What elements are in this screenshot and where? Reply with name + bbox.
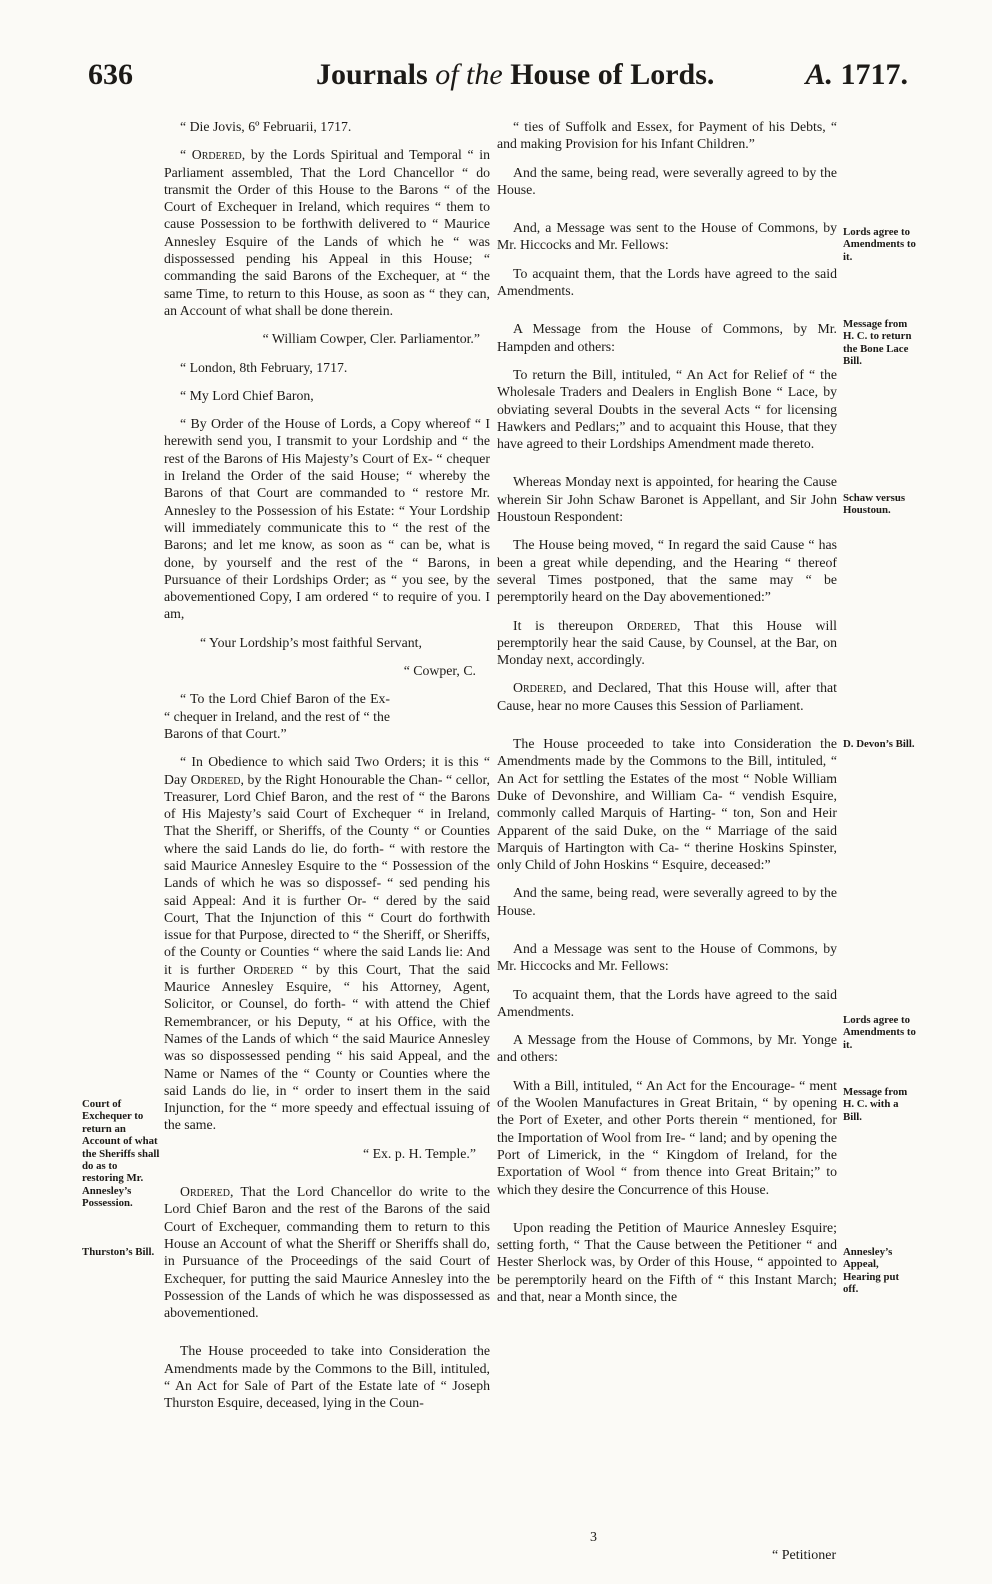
ordered-word: Ordered, bbox=[180, 1184, 234, 1200]
exchequer-order-c: “ by this Court, That the said Maurice Annesley Esquire, “ his Attorney, Agent, Solicitor, or Counsel, do forth- “ with attend the Chief Remembrancer, or his Deputy, “ at his Office, with the Names of the Lands of which “ the said Maurice Annesley was so dispossessed pending “ his said Appeal, and the Name or Names of the “ County or Counties where the said Lands do lie, in “ order to insert them in the said Injunction, for the “ more speedy and effectual issuing of the same. bbox=[164, 961, 490, 1133]
title-house-of-lords: House of Lords. bbox=[510, 58, 715, 91]
title-the: the bbox=[466, 58, 503, 91]
signature-mark: 3 bbox=[590, 1530, 597, 1545]
letter-body: “ By Order of the House of Lords, a Copy whereof “ I herewith send you, I transmit to your Lordship and “ the rest of the Barons of His Majesty’s Court of Ex- “ chequer in Ireland the Order of the said House; “ whereby the Barons of that Court are commanded to “ restore Mr. Annesley to the Possession of his Estate: “ Your Lordship will immediately communicate this to “ the rest of the Barons; and let me know, as soon as “ can be, what is done, by yourself and the rest of the “ Barons, in Pursuance of their Lordships Order; as “ you see, by the abovementioned Copy, I am ordered “ to require of you. I am, bbox=[164, 416, 490, 622]
letter-closing: “ Your Lordship’s most faithful Servant, bbox=[200, 634, 422, 650]
dateline-london: “ London, 8th February, 1717. bbox=[180, 359, 348, 375]
margin-note-lords-agree-1: Lords agree to Amendments to it. bbox=[843, 226, 916, 263]
ordered-word: Ordered bbox=[243, 961, 294, 977]
acquaint-1: To acquaint them, that the Lords have agreed to the said Amendments. bbox=[497, 265, 837, 299]
peremptory-order bbox=[497, 617, 837, 669]
margin-note-thurston: Thurston’s Bill. bbox=[82, 1246, 155, 1258]
devonshire-bill-entry: The House proceeded to take into Consideration the Amendments made by the Commons to the Bill, intituled, “ An Act for settling the Estates of the most “ Noble William Duke of Devonshire, and William Ca- “ vendish Esquire, commonly called Marquis of Harting- “ ton, Son and Heir Apparent of the said Duke, on the “ Marriage of the said Marquis of Hartington with Ca- “ therine Hoskins Spinster, only Child of John Hoskins “ Esquire, deceased:” bbox=[497, 736, 837, 873]
margin-note-devon: D. Devon’s Bill. bbox=[843, 738, 915, 750]
ordered-word: Ordered, bbox=[626, 617, 681, 633]
margin-note-bone-lace: Message from H. C. to return the Bone Lace Bill. bbox=[843, 318, 912, 368]
running-header bbox=[88, 58, 908, 106]
signature-cowper-c: “ Cowper, C. bbox=[403, 663, 476, 679]
order-lord-chancellor-text: That the Lord Chancellor do write to the Lord Chief Baron and the rest of the Barons of the said Court of Exchequer, commanding them to return to this House an Account of what the Sheriff or Sheriffs shall do, in Pursuance of the Proceedings of the said Court of Exchequer, for putting the said Maurice Annesley into the Possession of the Lands of which he was dispossessed as abovementioned. bbox=[164, 1184, 490, 1321]
order-transmit bbox=[164, 146, 490, 319]
running-title bbox=[316, 58, 714, 92]
signature-cowper-cler: “ William Cowper, Cler. Parliamentor.” bbox=[262, 331, 480, 347]
message-yonge: A Message from the House of Commons, by Mr. Yonge and others: bbox=[497, 1032, 837, 1065]
acquaint-2: To acquaint them, that the Lords have agreed to the said Amendments. bbox=[497, 986, 837, 1019]
exchequer-order bbox=[164, 753, 490, 1134]
page-number: 636 bbox=[88, 58, 133, 91]
margin-note-schaw: Schaw versus Houstoun. bbox=[843, 492, 906, 517]
house-moved: The House being moved, “ In regard the said Cause “ has been a great while depending, and the Hearing “ thereof several Times postponed, that the same may “ be peremptorily heard on the Day abovementioned:” bbox=[497, 537, 837, 605]
order-lord-chancellor bbox=[164, 1183, 490, 1321]
letter-salutation: “ My Lord Chief Baron, bbox=[180, 387, 314, 403]
no-more-causes-order bbox=[497, 679, 837, 714]
message-commons-1: And, a Message was sent to the House of Commons, by Mr. Hiccocks and Mr. Fellows: bbox=[497, 220, 837, 253]
letter-address: “ To the Lord Chief Baron of the Ex- “ chequer in Ireland, and the rest of “ the Barons of that Court.” bbox=[164, 691, 390, 741]
ordered-word: Ordered, bbox=[190, 771, 244, 787]
thurston-bill-entry: The House proceeded to take into Consideration the Amendments made by the Commons to the Bill, intituled, “ An Act for Sale of Part of the Estate late of “ Joseph Thurston Esquire, deceased, lying in the Coun- bbox=[164, 1343, 490, 1411]
margin-note-wool-bill: Message from H. C. with a Bill. bbox=[843, 1086, 908, 1123]
peremptory-order-b: That this House will peremptorily hear the said Cause, by Counsel, at the Bar, on Monday next, accordingly. bbox=[497, 617, 837, 668]
year-value: 1717. bbox=[840, 58, 908, 91]
year-anno: A. bbox=[805, 58, 833, 91]
woolen-bill: With a Bill, intituled, “ An Act for the Encourage- “ ment of the Woolen Manufactures in Great Britain, “ by opening the Port of Exeter, and other Ports therein “ mentioned, for the Importation of Wool from Ire- “ land; and by opening the Port of Limerick, in the “ Kingdom of Ireland, for the Exportation of Wool “ from thence into Great Britain;” to which they desire the Concurrence of this House. bbox=[497, 1077, 837, 1197]
page-year bbox=[805, 58, 908, 92]
agreed-thurston: And the same, being read, were severally agreed to by the House. bbox=[497, 164, 837, 197]
order-transmit-text: by the Lords Spiritual and Temporal “ in Parliament assembled, That the Lord Chancellor “ do transmit the Order of this House to the Barons “ of the Court of Exchequer in Ireland, which requires “ them to cause Possession to be forthwith delivered to “ Maurice Annesley Esquire of the Lands of which he “ was dispossessed pending his Appeal in this House; “ commanding the said Barons of the Exchequer, at “ the same Time, to return to this House, as soon as “ they can, an Account of what shall be done therein. bbox=[164, 147, 490, 318]
agreed-devonshire: And the same, being read, were severally agreed to by the House. bbox=[497, 885, 837, 918]
schaw-hearing-notice: Whereas Monday next is appointed, for hearing the Cause wherein Sir John Schaw Baronet is Appellant, and Sir John Houstoun Respondent: bbox=[497, 474, 837, 525]
left-column bbox=[164, 118, 490, 1423]
catchword: “ Petitioner bbox=[772, 1548, 837, 1563]
margin-note-annesley: Annesley’s Appeal, Hearing put off. bbox=[843, 1246, 900, 1296]
margin-note-court-exchequer: Court of Exchequer to return an Account of what the Sheriffs shall do as to restoring Mr. Annesley’s Possession. bbox=[82, 1098, 160, 1210]
no-more-causes-text: and Declared, That this House will, after that Cause, hear no more Causes this Session of Parliament. bbox=[497, 680, 837, 713]
message-hampden: A Message from the House of Commons, by Mr. Hampden and others: bbox=[497, 321, 837, 354]
ordered-word: Ordered, bbox=[513, 680, 567, 696]
ordered-word: “ Ordered, bbox=[180, 147, 246, 163]
message-commons-2: And a Message was sent to the House of Commons, by Mr. Hiccocks and Mr. Fellows: bbox=[497, 940, 837, 974]
return-bone-lace-bill: To return the Bill, intituled, “ An Act for Relief of “ the Wholesale Traders and Dealers in English Bone “ Lace, by obviating several Doubts in the several Acts “ for licensing Hawkers and Pedlars;” and to acquaint this House, that they have agreed to their Lordships Amendment made thereto. bbox=[497, 366, 837, 452]
thurston-continued: “ ties of Suffolk and Essex, for Payment of his Debts, “ and making Provision for his Infant Children.” bbox=[497, 119, 837, 152]
margin-note-lords-agree-2: Lords agree to Amendments to it. bbox=[843, 1014, 916, 1051]
exchequer-order-b: by the Right Honourable the Chan- “ cellor, Treasurer, Lord Chief Baron, and the rest of “ the Barons of His Majesty’s said Court of Exchequer “ in Ireland, That the Sheriff, or Sheriffs, of the County “ or Counties where the said Lands do lie, do forth- “ with restore the said Maurice Annesley Esquire to the “ Possession of the Lands of which he was so dispossef- “ sed pending his said Appeal: And it is further Or- “ dered by the said Court, That the Injunction of this “ Court do forthwith issue for that Purpose, directed to “ the Sheriff, or Sheriffs, of the County or Counties “ where the said Lands lie: And it is further bbox=[164, 771, 490, 977]
annesley-petition: Upon reading the Petition of Maurice Annesley Esquire; setting forth, “ That the Cause between the Petitioner “ and Hester Sherlock was, by Order of this House, “ appointed to be peremptorily heard on the Fifth of “ this Instant March; and that, near a Month since, the bbox=[497, 1219, 837, 1305]
signature-temple: “ Ex. p. H. Temple.” bbox=[363, 1145, 476, 1161]
right-column bbox=[497, 118, 837, 1316]
title-journals: Journals bbox=[316, 58, 428, 91]
exchequer-order-a: “ In Obedience to which said Two Orders; it is this “ Day bbox=[164, 754, 490, 787]
dateline-feb-6: “ Die Jovis, 6º Februarii, 1717. bbox=[180, 119, 352, 134]
peremptory-order-a: It is thereupon bbox=[513, 617, 627, 633]
title-of: of bbox=[435, 58, 459, 91]
